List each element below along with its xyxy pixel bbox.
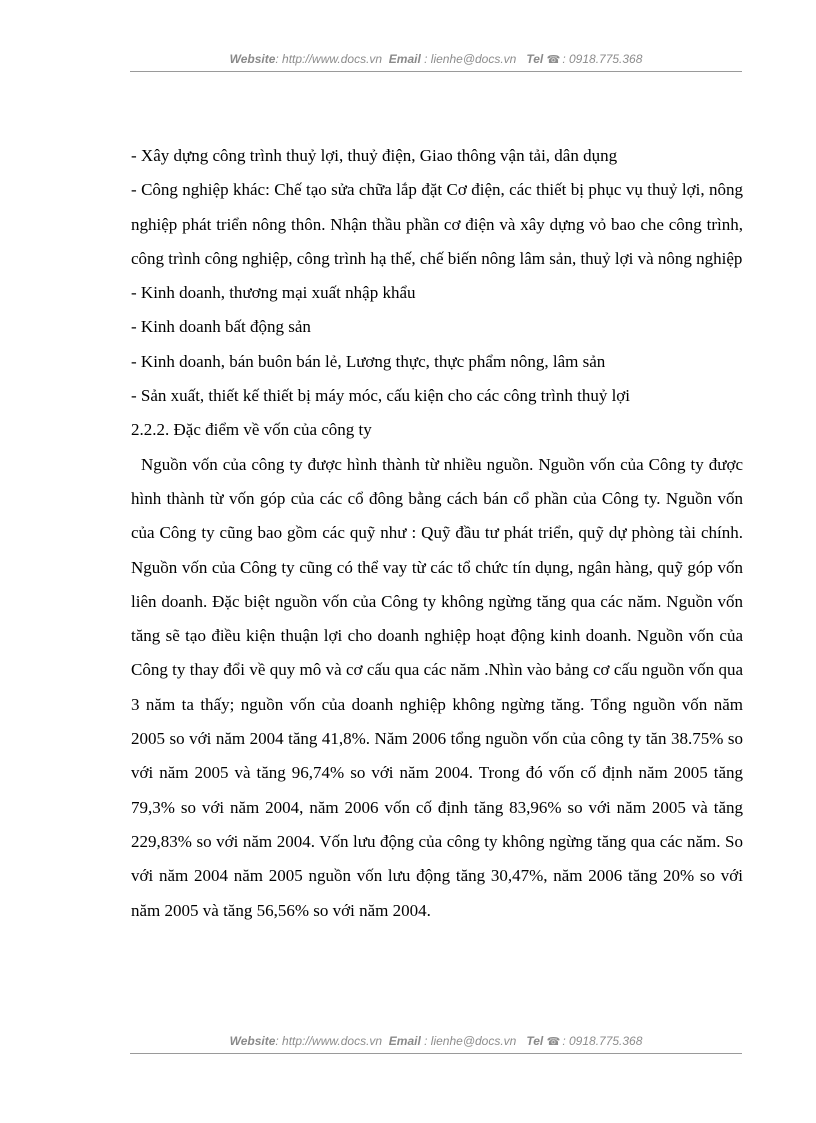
- section-heading: 2.2.2. Đặc điểm về vốn của công ty: [131, 420, 372, 440]
- footer-tel-value: : 0918.775.368: [562, 1034, 643, 1048]
- phone-icon: ☎: [546, 1036, 561, 1048]
- header-email-value: : lienhe@docs.vn: [424, 52, 517, 66]
- body-paragraph: Nguồn vốn của công ty được hình thành từ nhiều nguồn. Nguồn vốn của Công ty được hình thành từ vốn góp của các cổ đông bằng cách bán cổ phần của Công ty. Nguồn vốn của Công ty cũng bao gồm các quỹ như : Quỹ đầu tư phát triển, quỹ dự phòng tài chính. Nguồn vốn của Công ty cũng có thể vay từ các tổ chức tín dụng, ngân hàng, quỹ góp vốn liên doanh. Đặc biệt nguồn vốn của Công ty không ngừng tăng qua các năm. Nguồn vốn tăng sẽ tạo điều kiện thuận lợi cho doanh nghiệp hoạt động kinh doanh. Nguồn vốn của Công ty thay đổi về quy mô và cơ cấu qua các năm .Nhìn vào bảng cơ cấu nguồn vốn qua 3 năm ta thấy; nguồn vốn của doanh nghiệp không ngừng tăng. Tổng nguồn vốn năm 2005 so với năm 2004 tăng 41,8%. Năm 2006 tổng nguồn vốn của công ty tăn 38.75% so với năm 2005 và tăng 96,74% so với năm 2004. Trong đó vốn cố định năm 2005 tăng 79,3% so với năm 2004, năm 2006 vốn cố định tăng 83,96% so với năm 2005 và tăng 229,83% so với năm 2004. Vốn lưu động của công ty không ngừng tăng qua các năm. So với năm 2004 năm 2005 nguồn vốn lưu động tăng 30,47%, năm 2006 tăng 20% so với năm 2005 và tăng 56,56% so với năm 2004.: [131, 454, 743, 920]
- header-tel-value: : 0918.775.368: [562, 52, 643, 66]
- header-tel-label: Tel: [526, 52, 544, 66]
- list-item: - Công nghiệp khác: Chế tạo sửa chữa lắp đặt Cơ điện, các thiết bị phục vụ thuỷ lợi, nông nghiệp phát triển nông thôn. Nhận thầu phần cơ điện và xây dựng vỏ bao che công trình, công trình công nghiệp, công trình hạ thế, chế biến nông lâm sản, thuỷ lợi và nông nghiệp: [131, 180, 743, 268]
- footer-website-value: : http://www.docs.vn: [275, 1034, 383, 1048]
- footer-email-label: Email: [388, 1034, 421, 1048]
- page-header: [130, 52, 742, 66]
- list-item: - Kinh doanh, bán buôn bán lẻ, Lương thực, thực phẩm nông, lâm sản: [131, 351, 606, 371]
- phone-icon: ☎: [546, 54, 561, 66]
- footer-website-label: Website: [229, 1034, 276, 1048]
- list-item: - Sản xuất, thiết kế thiết bị máy móc, cấu kiện cho các công trình thuỷ lợi: [131, 386, 631, 406]
- list-item: - Kinh doanh bất động sản: [131, 317, 311, 337]
- list-item: - Kinh doanh, thương mại xuất nhập khẩu: [131, 283, 416, 303]
- header-divider: [130, 71, 742, 72]
- header-website-value: : http://www.docs.vn: [275, 52, 383, 66]
- page-footer: [130, 1034, 742, 1048]
- document-body: [131, 139, 743, 928]
- list-item: - Xây dựng công trình thuỷ lợi, thuỷ điện, Giao thông vận tải, dân dụng: [131, 146, 618, 165]
- header-email-label: Email: [388, 52, 421, 66]
- footer-divider: [130, 1053, 742, 1054]
- footer-tel-label: Tel: [526, 1034, 544, 1048]
- footer-email-value: : lienhe@docs.vn: [424, 1034, 517, 1048]
- header-website-label: Website: [229, 52, 276, 66]
